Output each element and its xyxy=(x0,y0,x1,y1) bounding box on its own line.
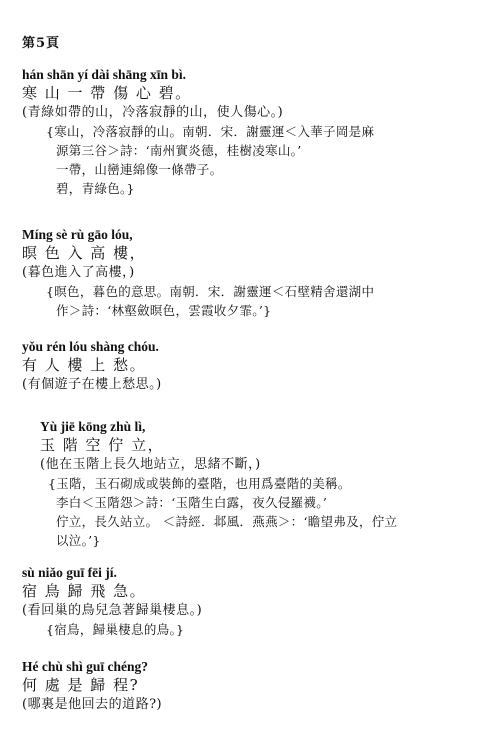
note-line: {寒山，冷落寂靜的山。南朝．宋．謝靈運＜入華子岡是麻 xyxy=(46,124,375,139)
poem-line: 玉 階 空 佇 立， xyxy=(40,436,165,454)
poem-line: 寒 山 一 帶 傷 心 碧。 xyxy=(22,84,192,102)
note-line: {宿鳥，歸巢棲息的鳥。} xyxy=(46,622,185,637)
poem-line: 宿 鳥 歸 飛 急。 xyxy=(22,582,147,600)
note-line: 源第三谷＞詩：‘南州實炎德，桂樹凌寒山。’ xyxy=(56,143,302,158)
translation-line: (青綠如帶的山，冷落寂靜的山，使人傷心。) xyxy=(22,105,284,120)
note-line: 李白＜玉階怨＞詩：‘玉階生白露，夜久侵羅襪。’ xyxy=(56,495,328,510)
translation-line: (暮色進入了高樓，) xyxy=(22,265,135,280)
note-line: 佇立，長久站立。 ＜詩經．邶風．燕燕＞：‘瞻望弗及，佇立 xyxy=(56,514,398,529)
translation-line: (看回巢的鳥兒急著歸巢棲息。) xyxy=(22,603,203,618)
note-line: 作＞詩：‘林壑斂暝色，雲霞收夕霏。’} xyxy=(56,303,272,318)
note-line: {暝色，暮色的意思。南朝．宋．謝靈運＜石壁精舍還湖中 xyxy=(46,284,375,299)
pinyin-line: Yù jiē kōng zhù lì, xyxy=(40,419,146,434)
note-line: {玉階，玉石砌成或裝飾的臺階，也用爲臺階的美稱。 xyxy=(48,476,351,491)
translation-line: (哪裏是他回去的道路?) xyxy=(22,697,163,712)
page-number: 第5頁 xyxy=(22,36,61,51)
pinyin-line: yǒu rén lóu shàng chóu. xyxy=(22,339,159,354)
poem-line: 何 處 是 歸 程? xyxy=(22,676,140,694)
translation-line: (有個遊子在樓上愁思。) xyxy=(22,377,162,392)
poem-line: 暝 色 入 高 樓， xyxy=(22,244,147,262)
pinyin-line: Hé chù shì guī chéng? xyxy=(22,659,149,674)
pinyin-line: hán shān yí dài shāng xīn bì. xyxy=(22,67,186,82)
pinyin-line: sù niǎo guī fēi jí. xyxy=(22,565,117,580)
poem-line: 有 人 樓 上 愁。 xyxy=(22,356,147,374)
note-line: 一帶，山巒連綿像一條帶子。 xyxy=(56,162,223,177)
translation-line: (他在玉階上長久地站立，思緒不斷，) xyxy=(40,457,261,472)
note-line: 碧，青綠色。} xyxy=(56,181,135,196)
pinyin-line: Míng sè rù gāo lóu, xyxy=(22,227,133,242)
note-line: 以泣。’} xyxy=(56,533,101,548)
